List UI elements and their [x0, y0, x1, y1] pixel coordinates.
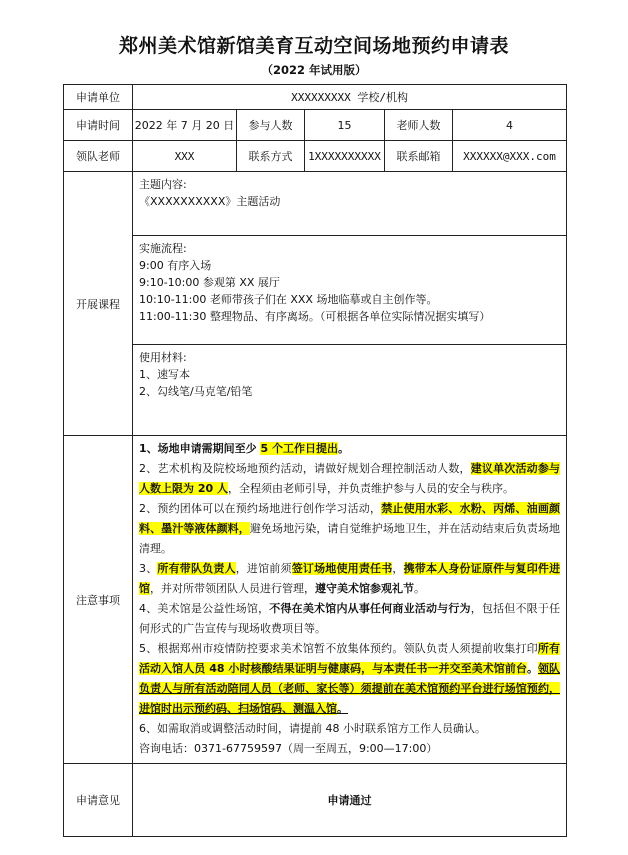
note-5 [139, 599, 560, 639]
materials-section [133, 344, 566, 406]
note-6-text: 5、根据郑州市疫情防控要求美术馆暂不放集体预约。领队负责人须提前收集打印 [139, 642, 538, 655]
note-5-text: 4、美术馆是公益性场馆， [139, 602, 270, 615]
row-applicant-unit [64, 85, 567, 110]
row-application-time [64, 110, 567, 141]
applicant-unit-value: XXXXXXXXX 学校/机构 [133, 85, 567, 110]
email-label: 联系邮箱 [385, 141, 453, 172]
note-2-highlight: 建议单次活动参与人数上限为 20 人 [139, 462, 561, 495]
process-step: 9:00 有序入场 [139, 259, 212, 272]
row-leader [64, 141, 567, 172]
note-3 [139, 499, 560, 559]
course-content [133, 172, 567, 436]
note-4-highlight-id: 携带本人身份证原件与复印件进馆 [139, 562, 561, 595]
note-1-text: 1、场地申请需期间至少 [139, 442, 261, 455]
note-4-bold-etiquette: 遵守美术馆参观礼节 [315, 582, 414, 595]
note-5-bold: 不得在美术馆内从事任何商业活动与行为 [269, 602, 471, 615]
leader-value: XXX [133, 141, 237, 172]
note-7: 6、如需取消或调整活动时间，请提前 48 小时联系馆方工作人员确认。 [139, 722, 486, 735]
note-4-num: 3、 [139, 562, 158, 575]
application-time-value: 2022 年 7 月 20 日 [133, 110, 237, 141]
note-5-rest: ，包括但不限于任何形式的广告宣传与现场收费项目等。 [139, 602, 561, 635]
application-form-table [63, 84, 567, 837]
notes-content [133, 436, 567, 764]
note-6 [139, 639, 560, 719]
note-4 [139, 559, 560, 599]
note-1-highlight: 5 个工作日提出 [260, 442, 338, 455]
form-title: 郑州美术馆新馆美育互动空间场地预约申请表 [118, 35, 509, 57]
notes-label: 注意事项 [64, 436, 133, 764]
leader-label: 领队老师 [64, 141, 133, 172]
note-6-highlight: 所有活动入馆人员 48 小时核酸结果证明与健康码，与本责任书一并交至美术馆前台 [139, 642, 561, 675]
theme-value: 《XXXXXXXXXX》主题活动 [139, 195, 281, 208]
note-6-highlight-underline: 领队负责人与所有活动陪同人员（老师、家长等）须提前在美术馆预约平台进行场馆预约，进馆时出示预约码、扫场馆码、测温入馆 [139, 662, 561, 715]
note-4-highlight-leader: 所有带队负责人 [157, 562, 236, 575]
note-4-comma: ， [392, 562, 404, 575]
note-4-end: 。 [414, 582, 425, 595]
process-step: 10:10-11:00 老师带孩子们在 XXX 场地临摹或自主创作等。 [139, 293, 438, 306]
opinion-label: 申请意见 [64, 764, 133, 837]
application-time-label: 申请时间 [64, 110, 133, 141]
row-opinion [64, 764, 567, 837]
course-label: 开展课程 [64, 172, 133, 436]
note-3-text: 2、预约团体可以在预约场地进行创作学习活动， [139, 502, 382, 515]
theme-section [133, 172, 566, 235]
material-item: 1、速写本 [139, 368, 190, 381]
teachers-value: 4 [453, 110, 567, 141]
teachers-label: 老师人数 [385, 110, 453, 141]
note-2-text: 2、艺术机构及院校场地预约活动，请做好规划合理控制活动人数， [139, 462, 471, 475]
opinion-value: 申请通过 [133, 764, 567, 837]
process-step: 11:00-11:30 整理物品、有序离场。（可根据各单位实际情况据实填写） [139, 310, 491, 323]
process-heading: 实施流程: [139, 242, 187, 255]
note-4-highlight-sign: 签订场地使用责任书 [291, 562, 393, 575]
note-4-text: ，进馆前须 [235, 562, 292, 575]
form-subtitle: （2022 年试用版） [261, 63, 367, 77]
email-value: XXXXXX@XXX.com [453, 141, 567, 172]
note-6-end: 。 [337, 702, 348, 715]
note-6-sep: 。 [526, 662, 538, 675]
note-1 [139, 439, 560, 459]
consult-phone: 咨询电话：0371-67759597（周一至周五，9:00—17:00） [139, 742, 438, 755]
process-step: 9:10-10:00 参观第 XX 展厅 [139, 276, 280, 289]
row-notes [64, 436, 567, 764]
note-2 [139, 459, 560, 499]
note-1-end: 。 [337, 442, 349, 455]
contact-value: 1XXXXXXXXXX [305, 141, 385, 172]
contact-label: 联系方式 [237, 141, 305, 172]
materials-heading: 使用材料: [139, 351, 187, 364]
participants-label: 参与人数 [237, 110, 305, 141]
note-2-rest: ，全程须由老师引导，并负责维护参与人员的安全与秩序。 [227, 482, 514, 495]
material-item: 2、勾线笔/马克笔/铅笔 [139, 385, 253, 398]
note-3-rest: 避免场地污染，请自觉维护场地卫生，并在活动结束后负责场地清理。 [139, 522, 561, 555]
row-course [64, 172, 567, 436]
note-3-highlight: 禁止使用水彩、水粉、丙烯、油画颜料、墨汁等液体颜料， [139, 502, 561, 535]
process-section [133, 235, 566, 344]
theme-heading: 主题内容: [139, 178, 187, 191]
note-4-rest: ，并对所带领团队人员进行管理， [150, 582, 315, 595]
participants-value: 15 [305, 110, 385, 141]
applicant-unit-label: 申请单位 [64, 85, 133, 110]
